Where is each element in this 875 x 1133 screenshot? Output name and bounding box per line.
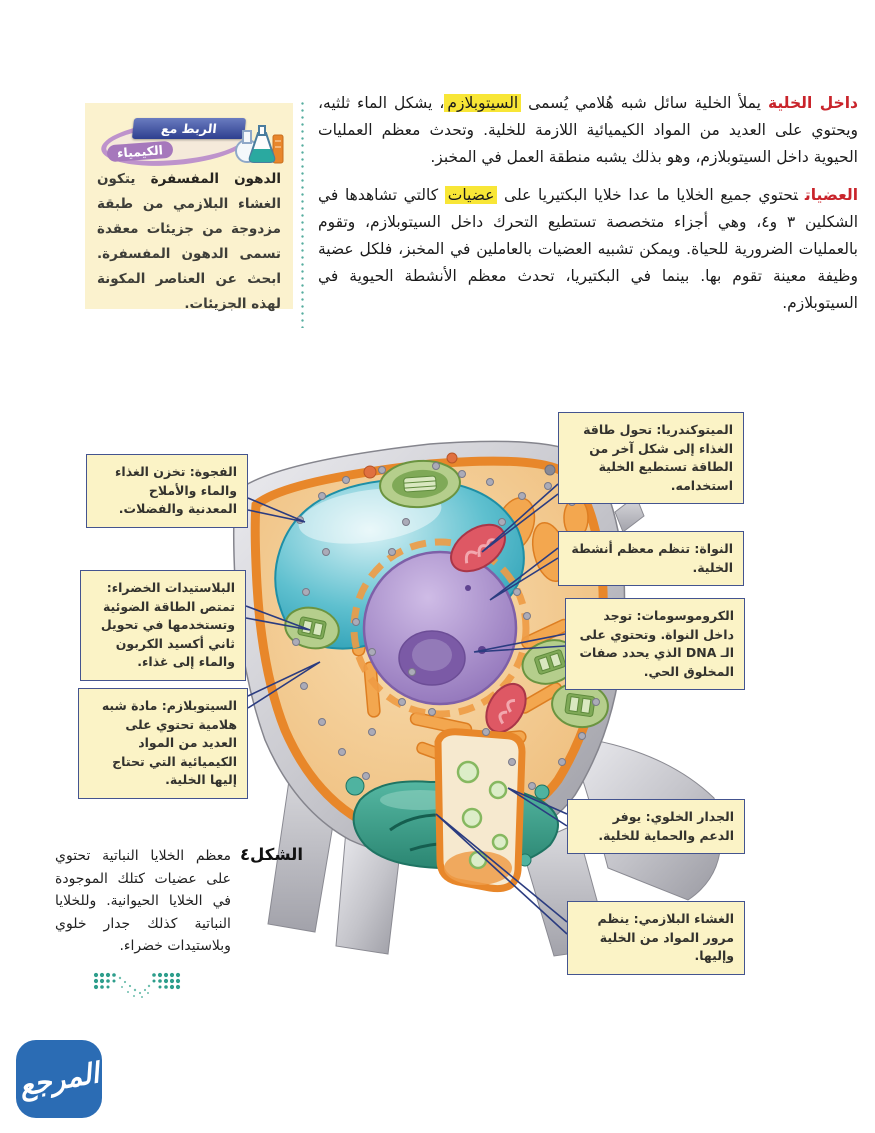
paragraph-organelles xyxy=(318,182,858,317)
link-with-chemistry-badge xyxy=(99,113,279,169)
heading-inside-cell: داخل الخلية xyxy=(767,94,858,112)
sidebar-paragraph xyxy=(97,167,281,317)
callout-cell-wall: الجدار الخلوي: يوفر الدعم والحماية للخلية. xyxy=(567,799,745,854)
callout-mitochondria: الميتوكندريا: تحول طاقة الغذاء إلى شكل آخر من الطاقة تستطيع الخلية استخدامه. xyxy=(558,412,744,504)
badge-subtitle: الكيمياء xyxy=(106,141,173,163)
callout-plasma-membrane: الغشاء البلازمي: ينظم مرور المواد من الخلية وإليها. xyxy=(567,901,745,975)
highlight-organelles: عضيات xyxy=(445,186,498,204)
sidebar-lead: الدهون المفسفرة xyxy=(150,171,282,187)
dotted-separator xyxy=(301,100,304,328)
badge-title: الربط مع xyxy=(132,118,246,139)
paragraph-inside-cell xyxy=(318,90,858,171)
chemistry-flasks-icon xyxy=(231,113,285,173)
callout-chloroplasts: البلاستيدات الخضراء: تمتص الطاقة الضوئية وتستخدمها في تحويل ثاني أكسيد الكربون والماء إلى غذاء. xyxy=(80,570,246,681)
p1-text-after: ، يشكل الماء ثلثيه، ويحتوي على العديد من المواد الكيميائية اللازمة للخلية. وتحدث معظم العمليات الحيوية داخل السيتوبلازم، وهو بذلك يشبه منطقة العمل في المخبز. xyxy=(318,94,858,166)
logo-text: المرجع xyxy=(16,1055,102,1103)
figure-caption xyxy=(55,845,303,958)
highlight-cytoplasm: السيتوبلازم xyxy=(444,94,521,112)
callout-cytoplasm: السيتوبلازم: مادة شبه هلامية تحتوي على العديد من المواد الكيميائية التي تحتاج إليها الخلية. xyxy=(78,688,248,799)
sidebar-body: يتكون الغشاء البلازمي من طبقة مزدوجة من جزيئات معقدة تسمى الدهون المفسفرة. ابحث عن العناصر المكونة لهذه الجزيئات. xyxy=(97,171,281,312)
callout-nucleus: النواة: تنظم معظم أنشطة الخلية. xyxy=(558,531,744,586)
p2-text-after: كالتي تشاهدها في الشكلين ٣ و٤، وهي أجزاء متخصصة تستطيع التحرك داخل السيتوبلازم، وتقوم بالعمليات الضرورية للحياة. ويمكن تشبيه العضيات بالعاملين في المخبز، فلكل عضية وظيفة معينة تقوم بها. بينما في البكتيريا، تحدث معظم الأنشطة الحيوية في السيتوبلازم. xyxy=(318,186,858,312)
main-text xyxy=(318,90,858,317)
heading-organelles: العضيات xyxy=(804,186,859,204)
teal-dots-decoration xyxy=(92,970,192,1004)
figure-text: معظم الخلايا النباتية تحتوي على عضيات كتلك الموجودة في الخلايا الحيوانية. وللخلايا النباتية كذلك جدار خلوي وبلاستيدات خضراء. xyxy=(55,848,231,954)
callout-vacuole: الفجوة: تخزن الغذاء والماء والأملاح المعدنية والفضلات. xyxy=(86,454,248,528)
figure-label: الشكل٤ xyxy=(239,845,303,864)
bottom-membrane-pouch xyxy=(438,732,522,889)
chemistry-link-sidebar xyxy=(85,103,293,312)
almarjea-watermark-logo xyxy=(16,1040,102,1118)
p2-text: تحتوي جميع الخلايا ما عدا خلايا البكتيريا على xyxy=(497,186,798,204)
callout-chromosomes: الكروموسومات: توجد داخل النواة. وتحتوي على الـ DNA الذي يحدد صفات المخلوق الحي. xyxy=(565,598,745,690)
p1-text: يملأ الخلية سائل شبه هُلامي يُسمى xyxy=(521,94,761,112)
nucleus-shape xyxy=(364,552,516,704)
